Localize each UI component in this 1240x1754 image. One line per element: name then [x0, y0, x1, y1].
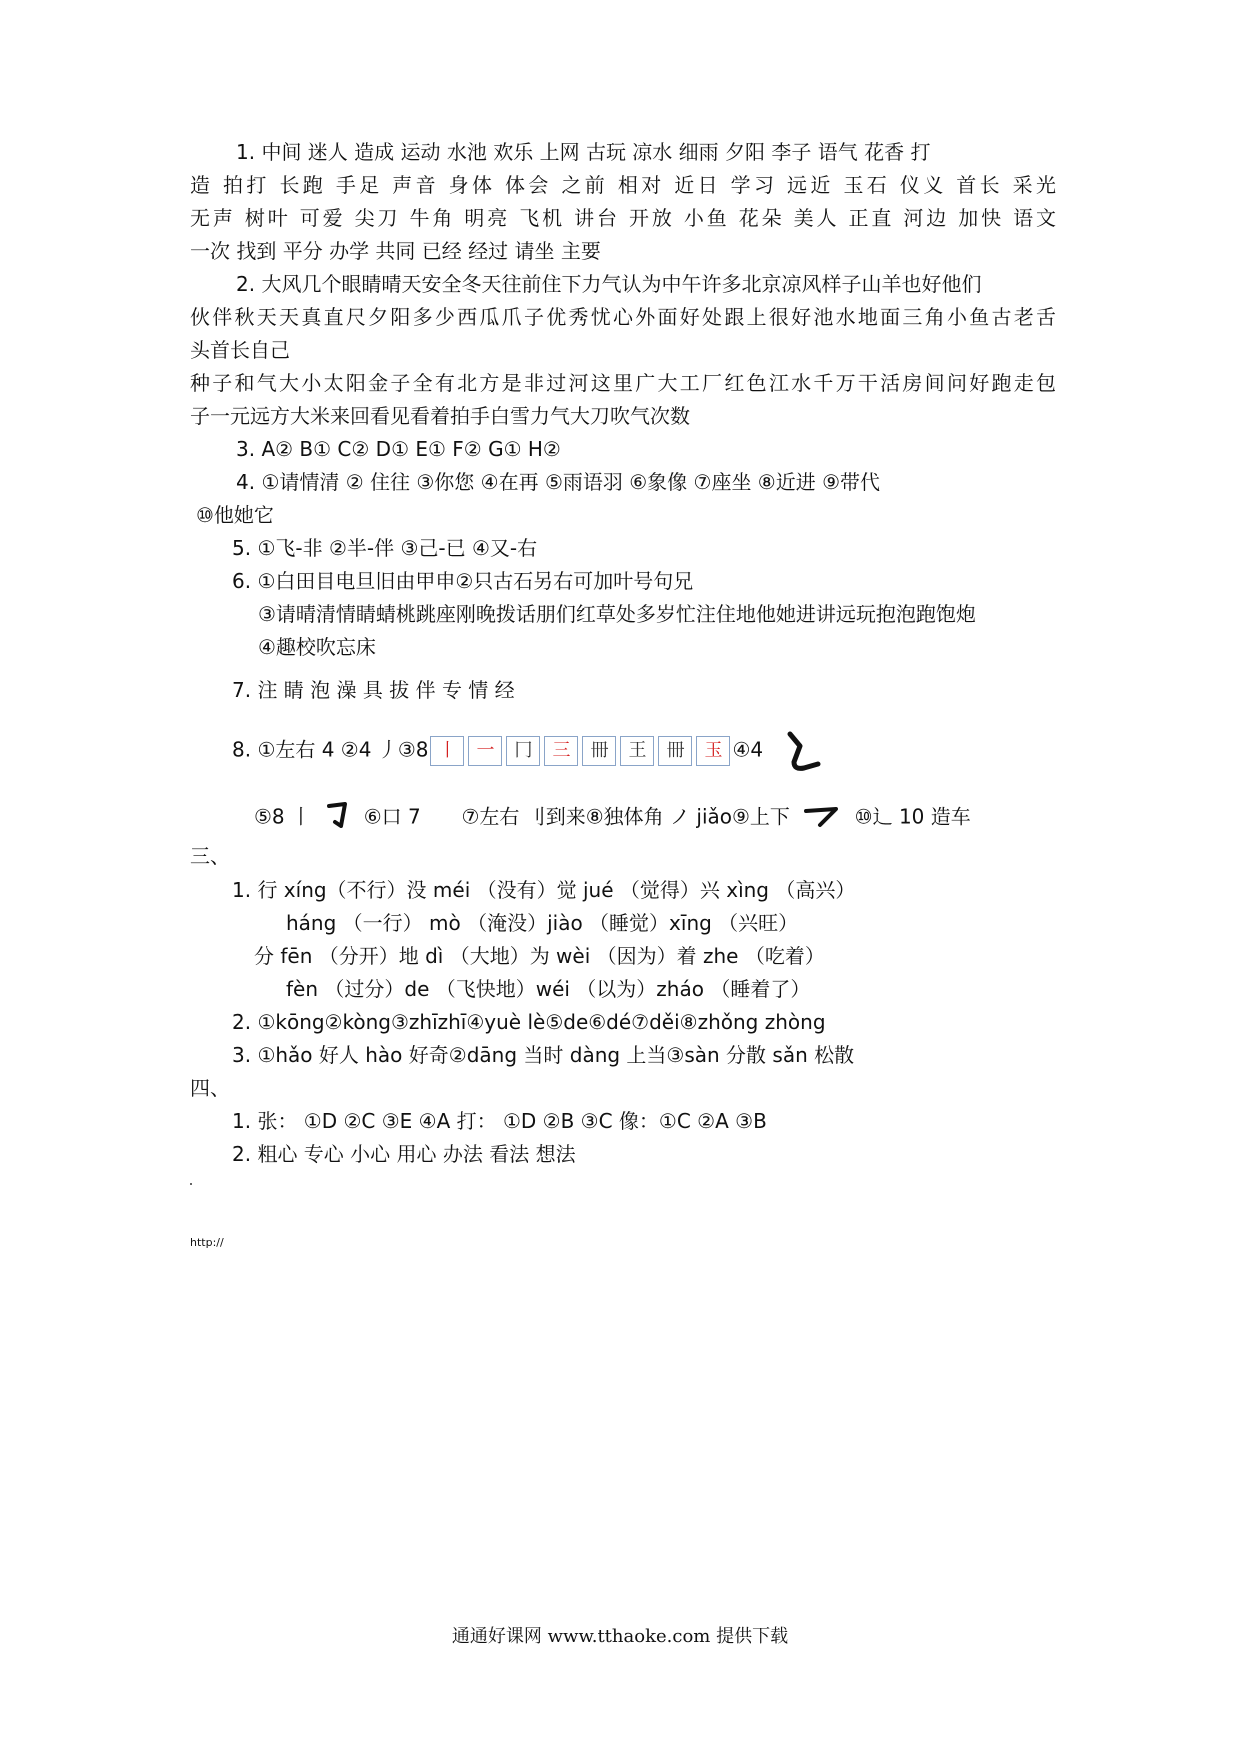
p8-mid: ④4: [732, 737, 764, 762]
p4-line-2: ⑩他她它: [196, 503, 274, 527]
stroke-cell: 三: [544, 736, 578, 766]
stroke-yi-icon: [780, 728, 822, 774]
sec3-line-5: 2. ①kōng②kòng③zhīzhī④yuè lè⑤de⑥dé⑦děi⑧zhǒng zhòng: [232, 1010, 826, 1034]
sec4-line-2: 2. 粗心 专心 小心 用心 办法 看法 想法: [232, 1142, 576, 1166]
section-3-heading: 三、: [190, 844, 230, 868]
p2-line-3: 头首长自己: [190, 338, 290, 362]
p2-line-2: 伙伴秋天天真直尺夕阳多少西瓜爪子优秀忧心外面好处跟上很好池水地面三角小鱼古老舌: [190, 305, 1056, 329]
stroke-cell: 玉: [696, 736, 730, 766]
p8-line-2: [254, 800, 971, 836]
stray-dot: [190, 1183, 192, 1185]
p6-line-2: ③请晴清情睛蜻桃跳座刚晚拨话朋们红草处多岁忙注住地他她进讲远玩抱泡跑饱炮: [258, 602, 976, 626]
p8-part-a: ⑤8 丨: [254, 804, 312, 829]
section-4-heading: 四、: [190, 1076, 230, 1100]
stroke-cell: 冂: [506, 736, 540, 766]
sec3-line-2: háng （一行） mò （淹没）jiào （睡觉）xīng （兴旺）: [286, 911, 799, 935]
p8-part-b: ⑥口 7: [363, 804, 421, 829]
p8-part-d: ⑩辶 10 造车: [854, 804, 971, 829]
p8-part-c: ⑦左右 刂到来⑧独体角 ノ jiǎo⑨上下: [461, 804, 790, 829]
p6-line-1: 6. ①白田目电旦旧由甲申②只古石另右可加叶号句兄: [232, 569, 694, 593]
sec3-line-1: 1. 行 xíng（不行）没 méi （没有）觉 jué （觉得）兴 xìng （高兴）: [232, 878, 856, 902]
sec3-line-4: fèn （过分）de （飞快地）wéi （以为）zháo （睡着了）: [286, 977, 811, 1001]
sec3-line-6: 3. ①hǎo 好人 hào 好奇②dāng 当时 dàng 上当③sàn 分散 sǎn 松散: [232, 1043, 855, 1067]
p2-line-4: 种子和气大小太阳金子全有北方是非过河这里广大工厂红色江水千万干活房间问好跑走包: [190, 371, 1056, 395]
p7-line: 7. 注 睛 泡 澡 具 拔 伴 专 情 经: [232, 678, 515, 702]
stroke-cell: 冊: [582, 736, 616, 766]
p1-line-1: 1. 中间 迷人 造成 运动 水池 欢乐 上网 古玩 凉水 细雨 夕阳 李子 语气 花香 打: [236, 140, 931, 164]
stroke-cell: 丨: [430, 736, 464, 766]
sec3-line-3: 分 fēn （分开）地 dì （大地）为 wèi （因为）着 zhe （吃着）: [254, 944, 825, 968]
p8-line-1: [232, 728, 822, 774]
stroke-hengpie-icon: [802, 803, 842, 833]
p4-line-1: 4. ①请情清 ② 住往 ③你您 ④在再 ⑤雨语羽 ⑥象像 ⑦座坐 ⑧近进 ⑨带代: [236, 470, 881, 494]
sec4-line-1: 1. 张： ①D ②C ③E ④A 打： ①D ②B ③C 像：①C ②A ③B: [232, 1109, 767, 1133]
stroke-cell: 一: [468, 736, 502, 766]
p2-line-1: 2. 大风几个眼睛晴天安全冬天往前住下力气认为中午许多北京凉风样子山羊也好他们: [236, 272, 982, 296]
p1-line-2: 造 拍打 长跑 手足 声音 身体 体会 之前 相对 近日 学习 远近 玉石 仪义 首长 采光: [190, 173, 1056, 197]
p2-line-5: 子一元远方大米来回看见看着拍手白雪力气大刀吹气次数: [190, 404, 690, 428]
p8-prefix: 8. ①左右 4 ②4 丿③8: [232, 737, 429, 762]
p1-line-4: 一次 找到 平分 办学 共同 已经 经过 请坐 主要: [190, 239, 601, 263]
page-footer: 通通好课网 www.tthaoke.com 提供下载: [451, 1626, 789, 1647]
p6-line-3: ④趣校吹忘床: [258, 635, 376, 659]
p5-line: 5. ①飞-非 ②半-伴 ③己-已 ④又-右: [232, 536, 538, 560]
stroke-cell: 王: [620, 736, 654, 766]
url-text: http://: [190, 1236, 224, 1249]
p3-line: 3. A② B① C② D① E① F② G① H②: [236, 437, 561, 461]
stroke-order-grid: [430, 736, 730, 766]
stroke-hengzhegou-icon: [325, 800, 351, 836]
p1-line-3: 无声 树叶 可爱 尖刀 牛角 明亮 飞机 讲台 开放 小鱼 花朵 美人 正直 河边 加快 语文: [190, 206, 1056, 230]
stroke-cell: 冊: [658, 736, 692, 766]
